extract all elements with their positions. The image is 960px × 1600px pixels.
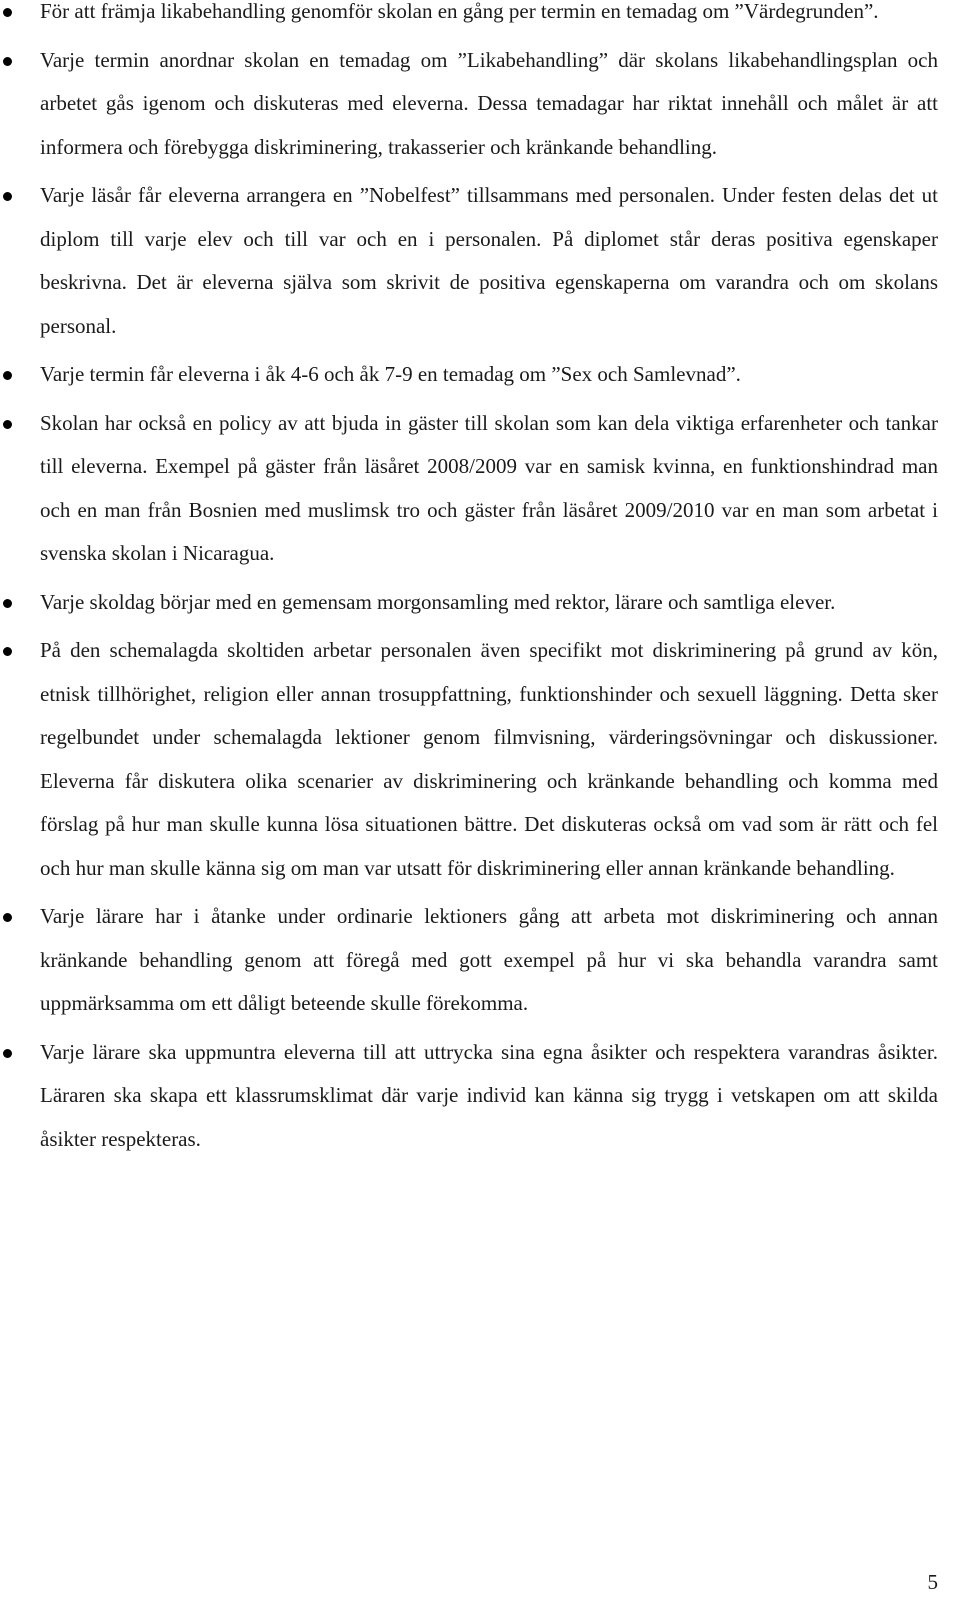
list-item-text: Varje lärare ska uppmuntra eleverna till att uttrycka sina egna åsikter och respektera varandras åsikter. Läraren ska skapa ett klassrumsklimat där varje individ kan känna sig trygg i vetskapen om att skilda åsikter respekteras. (40, 1039, 938, 1151)
list-item-text: Varje skoldag börjar med en gemensam morgonsamling med rektor, lärare och samtliga elever. (40, 589, 836, 614)
bullet-icon (3, 913, 12, 922)
bullet-icon (3, 1049, 12, 1058)
bullet-icon (3, 57, 12, 66)
bullet-icon (3, 192, 12, 201)
list-item-text: På den schemalagda skoltiden arbetar personalen även specifikt mot diskriminering på grund av kön, etnisk tillhörighet, religion eller annan trosuppfattning, funktionshinder och sexuell läggning. Detta sker regelbundet under schemalagda lektioner genom filmvisning, värderingsövningar och diskussioner. Eleverna får diskutera olika scenarier av diskriminering och kränkande behandling och komma med förslag på hur man skulle kunna lösa situationen bättre. Det diskuteras också om vad som är rätt och fel och hur man skulle känna sig om man var utsatt för diskriminering eller annan kränkande behandling. (40, 638, 938, 880)
page-number: 5 (927, 1570, 938, 1594)
list-item (0, 353, 960, 397)
bullet-icon (3, 599, 12, 608)
list-item-text: Skolan har också en policy av att bjuda in gäster till skolan som kan dela viktiga erfarenheter och tankar till eleverna. Exempel på gäster från läsåret 2008/2009 var en samisk kvinna, en funktionshindrad man och en man från Bosnien med muslimsk tro och gäster från läsåret 2009/2010 var en man som arbetat i svenska skolan i Nicaragua. (40, 410, 938, 565)
list-item (0, 1031, 960, 1162)
list-item-text: Varje lärare har i åtanke under ordinarie lektioners gång att arbeta mot diskriminering och annan kränkande behandling genom att föregå med gott exempel på hur vi ska behandla varandra samt uppmärksamma om ett dåligt beteende skulle förekomma. (40, 904, 938, 1015)
bullet-icon (3, 420, 12, 429)
list-item-text: Varje termin får eleverna i åk 4-6 och åk 7-9 en temadag om ”Sex och Samlevnad”. (40, 362, 741, 386)
list-item (0, 402, 960, 576)
list-item-text: Varje termin anordnar skolan en temadag om ”Likabehandling” där skolans likabehandlingsplan och arbetet gås igenom och diskuteras med eleverna. Dessa temadagar har riktat innehåll och målet är att informera och förebygga diskriminering, trakasserier och kränkande behandling. (40, 47, 938, 159)
bullet-icon (3, 8, 12, 17)
list-item (0, 581, 960, 625)
list-item (0, 629, 960, 890)
list-item (0, 174, 960, 348)
list-item-text: Varje läsår får eleverna arrangera en ”Nobelfest” tillsammans med personalen. Under festen delas det ut diplom till varje elev och till var och en i personalen. På diplomet står deras positiva egenskaper beskrivna. Det är eleverna själva som skrivit de positiva egenskaperna om varandra och om skolans personal. (40, 183, 938, 338)
bullet-icon (3, 647, 12, 656)
list-item (0, 39, 960, 170)
list-item (0, 895, 960, 1026)
list-item-text: För att främja likabehandling genomför skolan en gång per termin en temadag om ”Värdegrunden”. (40, 0, 879, 23)
bullet-icon (3, 371, 12, 380)
list-item (0, 0, 960, 34)
